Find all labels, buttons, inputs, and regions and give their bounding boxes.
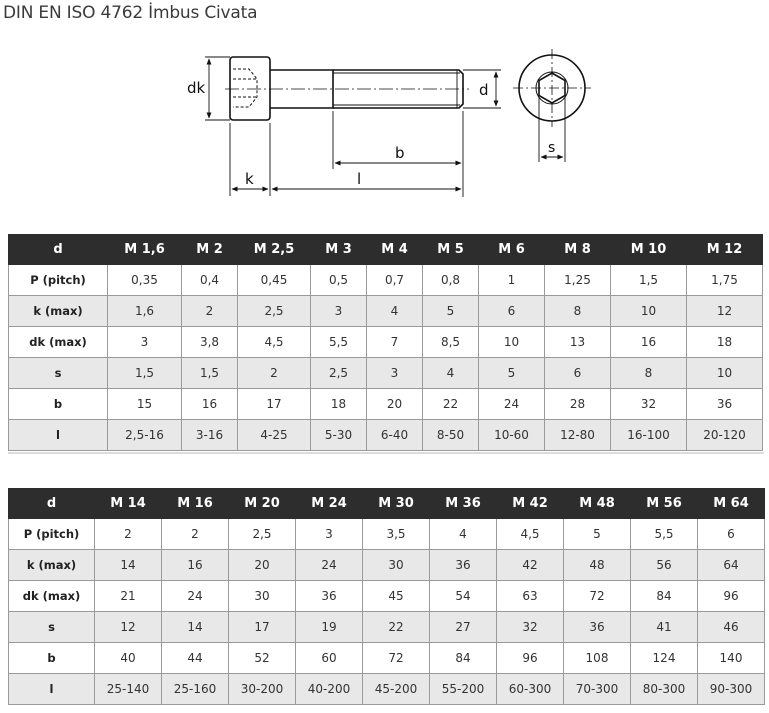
table-cell: 13	[545, 327, 611, 358]
table-cell: 8	[545, 296, 611, 327]
table-row	[9, 581, 765, 612]
table-cell: 10	[479, 327, 545, 358]
table-cell: 70-300	[564, 674, 631, 705]
table-cell: 15	[108, 389, 182, 420]
table-cell: 20	[229, 550, 296, 581]
table-cell: 21	[95, 581, 162, 612]
table-cell: 80-300	[631, 674, 698, 705]
table-cell: 25-140	[95, 674, 162, 705]
table-cell: 22	[423, 389, 479, 420]
table-cell: 24	[162, 581, 229, 612]
table-row	[9, 389, 763, 420]
table-cell: 8	[611, 358, 687, 389]
table-cell: 41	[631, 612, 698, 643]
table-cell: 14	[162, 612, 229, 643]
page-title: DIN EN ISO 4762 İmbus Civata	[3, 3, 258, 23]
table-cell: 63	[497, 581, 564, 612]
table-cell: 36	[296, 581, 363, 612]
table-cell: 4	[367, 296, 423, 327]
table-cell: 3-16	[182, 420, 238, 451]
table-cell: 16	[611, 327, 687, 358]
size-table-small	[8, 234, 763, 451]
table-cell: 1,6	[108, 296, 182, 327]
k-l-dimension	[230, 123, 461, 196]
table-cell: 45-200	[363, 674, 430, 705]
table-row	[9, 519, 765, 550]
row-label: k (max)	[9, 296, 108, 327]
row-label: b	[9, 389, 108, 420]
table-cell: 24	[296, 550, 363, 581]
table-cell: 5,5	[311, 327, 367, 358]
table-cell: 60	[296, 643, 363, 674]
size-table-large	[8, 488, 765, 705]
table-cell: 2,5	[311, 358, 367, 389]
table-cell: 32	[497, 612, 564, 643]
table-cell: 2	[238, 358, 311, 389]
column-header-size: M 20	[229, 489, 296, 519]
s-label: s	[548, 140, 556, 156]
table-cell: 48	[564, 550, 631, 581]
table-cell: 5	[423, 296, 479, 327]
table-cell: 52	[229, 643, 296, 674]
table-cell: 1,5	[108, 358, 182, 389]
table-cell: 72	[363, 643, 430, 674]
table-cell: 64	[698, 550, 765, 581]
table-row	[9, 358, 763, 389]
table-cell: 6	[545, 358, 611, 389]
table-cell: 3	[108, 327, 182, 358]
table-cell: 8-50	[423, 420, 479, 451]
table-cell: 5-30	[311, 420, 367, 451]
table-cell: 4,5	[238, 327, 311, 358]
table-row	[9, 643, 765, 674]
table-cell: 140	[698, 643, 765, 674]
table-header-row	[9, 489, 765, 519]
table-cell: 1,5	[182, 358, 238, 389]
dk-dimension	[205, 57, 230, 120]
table-row	[9, 296, 763, 327]
table-cell: 84	[430, 643, 497, 674]
table-cell: 40	[95, 643, 162, 674]
table-cell: 2,5	[238, 296, 311, 327]
table-cell: 3	[367, 358, 423, 389]
row-label: l	[9, 674, 95, 705]
table-cell: 0,8	[423, 265, 479, 296]
table-cell: 10	[687, 358, 763, 389]
table-cell: 28	[545, 389, 611, 420]
table-cell: 1,5	[611, 265, 687, 296]
table-cell: 42	[497, 550, 564, 581]
table-cell: 45	[363, 581, 430, 612]
column-header-size: M 12	[687, 235, 763, 265]
column-header-size: M 14	[95, 489, 162, 519]
table-cell: 72	[564, 581, 631, 612]
column-header-size: M 56	[631, 489, 698, 519]
table-cell: 18	[311, 389, 367, 420]
table-cell: 3,5	[363, 519, 430, 550]
column-header-size: M 4	[367, 235, 423, 265]
table-cell: 3	[311, 296, 367, 327]
table-cell: 6	[698, 519, 765, 550]
table-cell: 4	[423, 358, 479, 389]
d-label: d	[479, 81, 489, 99]
b-label: b	[395, 144, 405, 162]
table-cell: 30	[229, 581, 296, 612]
table-cell: 10	[611, 296, 687, 327]
table-cell: 36	[687, 389, 763, 420]
table-cell: 84	[631, 581, 698, 612]
table-cell: 4-25	[238, 420, 311, 451]
table-cell: 14	[95, 550, 162, 581]
table-cell: 0,7	[367, 265, 423, 296]
row-label: dk (max)	[9, 327, 108, 358]
row-label: l	[9, 420, 108, 451]
row-label: b	[9, 643, 95, 674]
row-label: P (pitch)	[9, 519, 95, 550]
table-cell: 46	[698, 612, 765, 643]
column-header-size: M 5	[423, 235, 479, 265]
table-cell: 17	[229, 612, 296, 643]
table-cell: 16	[162, 550, 229, 581]
table-cell: 5,5	[631, 519, 698, 550]
column-header-size: M 24	[296, 489, 363, 519]
table-cell: 2	[162, 519, 229, 550]
table-shadow	[8, 452, 764, 454]
table-cell: 36	[564, 612, 631, 643]
row-label: k (max)	[9, 550, 95, 581]
table-cell: 54	[430, 581, 497, 612]
table-cell: 12	[95, 612, 162, 643]
table-cell: 2,5-16	[108, 420, 182, 451]
table-cell: 30-200	[229, 674, 296, 705]
table-cell: 7	[367, 327, 423, 358]
table-cell: 12	[687, 296, 763, 327]
table-cell: 17	[238, 389, 311, 420]
table-cell: 36	[430, 550, 497, 581]
column-header-size: M 64	[698, 489, 765, 519]
table-cell: 56	[631, 550, 698, 581]
column-header-size: M 36	[430, 489, 497, 519]
row-label: dk (max)	[9, 581, 95, 612]
table-cell: 108	[564, 643, 631, 674]
bolt-side-view	[230, 57, 463, 120]
column-header-size: M 1,6	[108, 235, 182, 265]
table-cell: 1,75	[687, 265, 763, 296]
table-cell: 20-120	[687, 420, 763, 451]
table-cell: 96	[698, 581, 765, 612]
table-cell: 12-80	[545, 420, 611, 451]
table-cell: 19	[296, 612, 363, 643]
table-cell: 96	[497, 643, 564, 674]
column-header-size: M 8	[545, 235, 611, 265]
column-header-size: M 42	[497, 489, 564, 519]
table-row	[9, 674, 765, 705]
table-header-row	[9, 235, 763, 265]
dk-label: dk	[187, 79, 206, 97]
table-cell: 5	[479, 358, 545, 389]
table-cell: 2	[182, 296, 238, 327]
column-header-size: M 48	[564, 489, 631, 519]
table-cell: 90-300	[698, 674, 765, 705]
column-header-size: M 10	[611, 235, 687, 265]
row-label: s	[9, 612, 95, 643]
table-cell: 6-40	[367, 420, 423, 451]
table-cell: 4	[430, 519, 497, 550]
column-header-d: d	[9, 489, 95, 519]
table-cell: 10-60	[479, 420, 545, 451]
table-row	[9, 265, 763, 296]
l-label: l	[357, 170, 362, 188]
table-cell: 2	[95, 519, 162, 550]
table-cell: 1,25	[545, 265, 611, 296]
table-cell: 30	[363, 550, 430, 581]
table-cell: 44	[162, 643, 229, 674]
table-cell: 124	[631, 643, 698, 674]
table-cell: 2,5	[229, 519, 296, 550]
table-cell: 18	[687, 327, 763, 358]
column-header-size: M 6	[479, 235, 545, 265]
table-cell: 0,5	[311, 265, 367, 296]
table-cell: 0,35	[108, 265, 182, 296]
row-label: s	[9, 358, 108, 389]
table-cell: 40-200	[296, 674, 363, 705]
table-cell: 16-100	[611, 420, 687, 451]
table-cell: 8,5	[423, 327, 479, 358]
table-cell: 24	[479, 389, 545, 420]
table-cell: 60-300	[497, 674, 564, 705]
table-cell: 6	[479, 296, 545, 327]
table-cell: 1	[479, 265, 545, 296]
row-label: P (pitch)	[9, 265, 108, 296]
table-cell: 0,4	[182, 265, 238, 296]
table-cell: 25-160	[162, 674, 229, 705]
k-label: k	[245, 170, 254, 188]
table-cell: 4,5	[497, 519, 564, 550]
column-header-size: M 3	[311, 235, 367, 265]
table-cell: 55-200	[430, 674, 497, 705]
table-cell: 0,45	[238, 265, 311, 296]
column-header-size: M 16	[162, 489, 229, 519]
table-cell: 27	[430, 612, 497, 643]
column-header-size: M 2,5	[238, 235, 311, 265]
table-row	[9, 327, 763, 358]
table-row	[9, 550, 765, 581]
column-header-d: d	[9, 235, 108, 265]
table-cell: 5	[564, 519, 631, 550]
table-cell: 3,8	[182, 327, 238, 358]
table-cell: 20	[367, 389, 423, 420]
column-header-size: M 2	[182, 235, 238, 265]
table-row	[9, 612, 765, 643]
table-row	[9, 420, 763, 451]
table-cell: 32	[611, 389, 687, 420]
table-cell: 22	[363, 612, 430, 643]
bolt-technical-drawing	[139, 37, 633, 210]
table-cell: 16	[182, 389, 238, 420]
table-cell: 3	[296, 519, 363, 550]
column-header-size: M 30	[363, 489, 430, 519]
